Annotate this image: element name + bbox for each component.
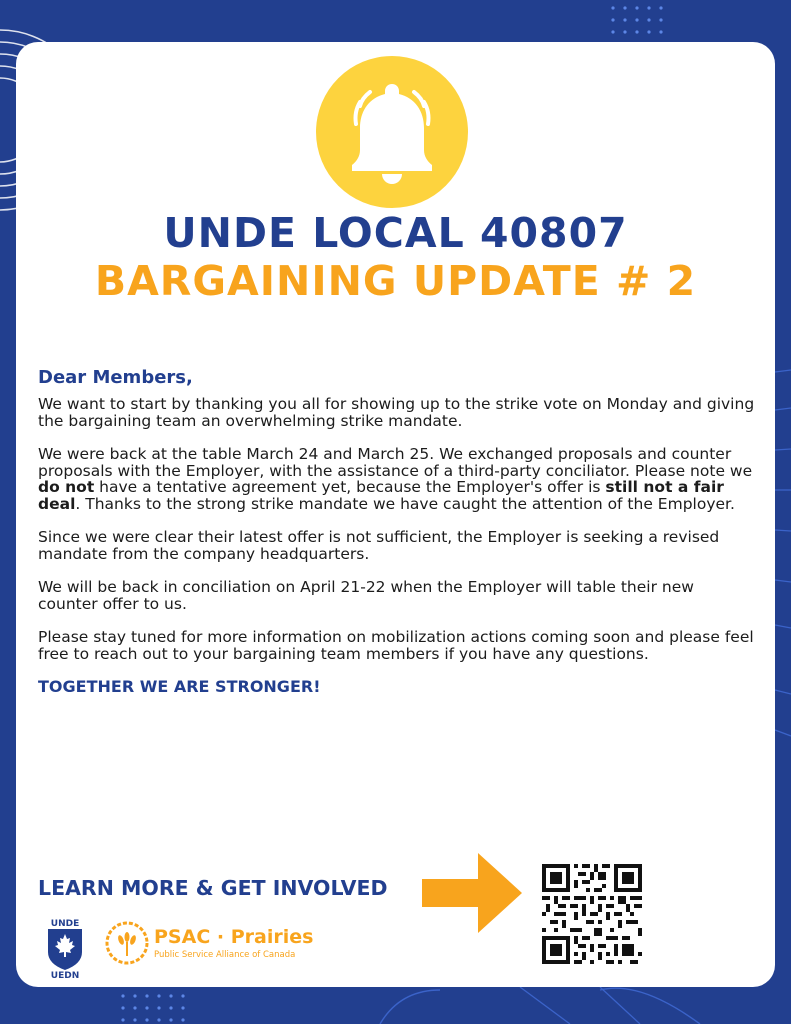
unde-logo <box>40 918 90 978</box>
psac-prairies-name: PSAC · Prairies <box>154 926 314 948</box>
letter-body <box>38 366 758 697</box>
paragraph-text: We were back at the table March 24 and March 25. We exchanged proposals and counter proposals with the Employer, with the assistance of a third-party conciliator. Please note we <box>38 445 753 480</box>
paragraph-bargaining-table <box>38 446 758 512</box>
page-title: UNDE LOCAL 40807 <box>163 209 628 257</box>
paragraph-revised-mandate: Since we were clear their latest offer is not sufficient, the Employer is seeking a revised mandate from the company headquarters. <box>38 528 720 563</box>
salutation: Dear Members, <box>38 367 193 388</box>
bell-icon <box>316 56 468 208</box>
paragraph-text: . Thanks to the strong strike mandate we have caught the attention of the Employer. <box>75 494 735 513</box>
bell-badge <box>316 56 468 208</box>
unde-logo-bottom-text: UEDN <box>50 971 80 978</box>
qr-code-icon[interactable] <box>542 864 642 964</box>
psac-wheat-logo-icon <box>104 920 150 966</box>
paragraph-conciliation-dates: We will be back in conciliation on April 21-22 when the Employer will table their new counter offer to us. <box>38 578 694 613</box>
learn-more-heading: LEARN MORE & GET INVOLVED <box>38 876 388 900</box>
paragraph-text: have a tentative agreement yet, because the Employer's offer is <box>94 478 606 496</box>
closing-slogan: TOGETHER WE ARE STRONGER! <box>38 677 321 696</box>
paragraph-stay-tuned: Please stay tuned for more information on mobilization actions coming soon and please feel free to reach out to your bargaining team members if you have any questions. <box>38 628 754 663</box>
emphasis-do-not: do not <box>38 478 95 496</box>
unde-logo-top-text: UNDE <box>50 919 80 929</box>
paragraph-thanks: We want to start by thanking you all for showing up to the strike vote on Monday and giving the bargaining team an overwhelming strike mandate. <box>38 395 755 430</box>
psac-full-name: Public Service Alliance of Canada <box>154 950 296 960</box>
page-subtitle: BARGAINING UPDATE # 2 <box>94 257 697 305</box>
arrow-right-icon <box>422 853 524 933</box>
emphasis-not-fair-deal: still not a fair deal <box>38 478 724 513</box>
